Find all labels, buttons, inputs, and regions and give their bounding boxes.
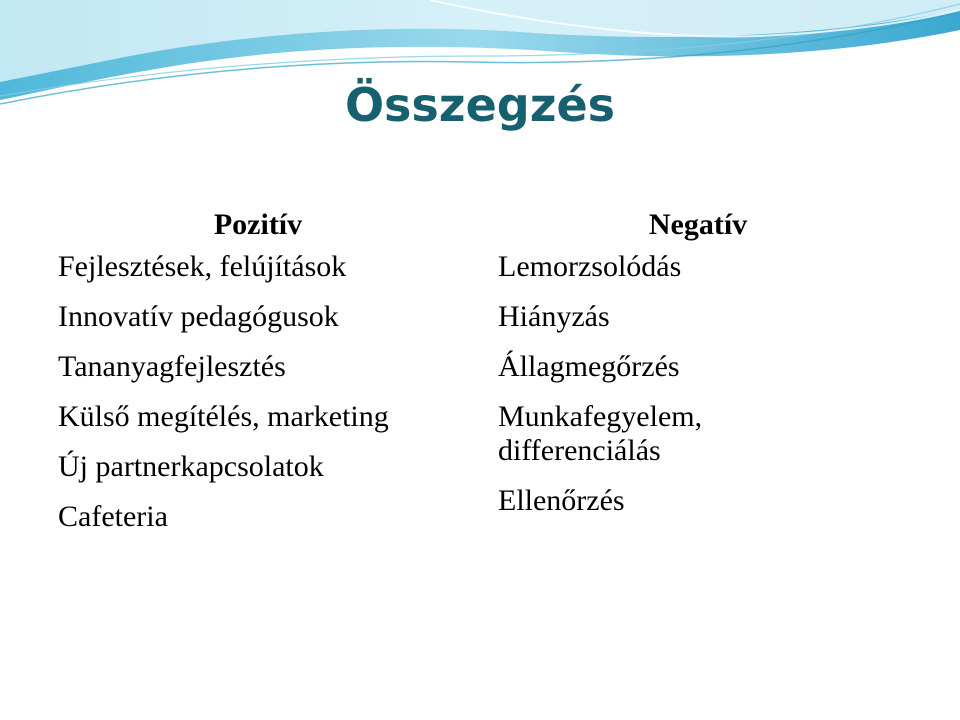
list-item: Tananyagfejlesztés (58, 350, 286, 383)
negative-column-header: Negatív (648, 208, 748, 241)
negative-column (498, 200, 898, 534)
list-item: Innovatív pedagógusok (58, 300, 339, 333)
list-item: Hiányzás (498, 300, 610, 333)
list-item: Cafeteria (58, 500, 168, 533)
list-item: Új partnerkapcsolatok (58, 450, 324, 483)
negative-list (498, 250, 898, 518)
list-item: Munkafegyelem, differenciálás (498, 400, 703, 467)
slide-title: Összegzés (344, 78, 616, 132)
list-item: Ellenőrzés (498, 484, 625, 517)
positive-list (58, 250, 458, 534)
list-item: Fejlesztések, felújítások (58, 250, 347, 283)
list-item: Lemorzsolódás (498, 250, 682, 283)
positive-column-header: Pozitív (213, 208, 303, 241)
positive-column (58, 200, 458, 550)
list-item: Külső megítélés, marketing (58, 400, 389, 433)
list-item: Állagmegőrzés (498, 350, 680, 383)
